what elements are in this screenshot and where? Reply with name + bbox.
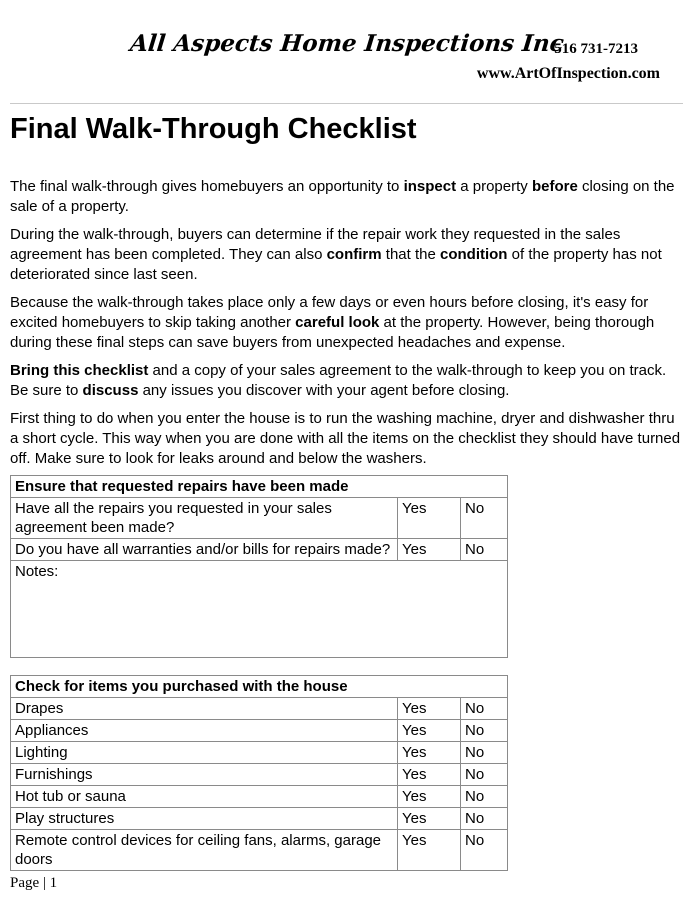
paragraph: The final walk-through gives homebuyers an opportunity to inspect a property before closing on the sale of a property. <box>10 178 675 215</box>
yes-cell: Yes <box>398 498 461 539</box>
question-cell: Remote control devices for ceiling fans, alarms, garage doors <box>11 830 398 871</box>
paragraph: Because the walk-through takes place only a few days or even hours before closing, it's easy for excited homebuyers to skip taking another careful look at the property. However, being thorough during these final steps can save buyers from unexpected headaches and expense. <box>10 294 655 351</box>
question-cell: Drapes <box>11 698 398 720</box>
checklist-row <box>11 786 508 808</box>
yes-cell: Yes <box>398 764 461 786</box>
phone-number: 516 731-7213 <box>554 41 638 57</box>
contact-info <box>477 41 660 83</box>
no-cell: No <box>461 539 508 561</box>
table-title-row <box>11 676 508 698</box>
checklist-row <box>11 764 508 786</box>
no-cell: No <box>461 698 508 720</box>
website-url: www.ArtOfInspection.com <box>476 65 660 82</box>
question-cell: Do you have all warranties and/or bills for repairs made? <box>11 539 398 561</box>
yes-cell: Yes <box>398 808 461 830</box>
no-cell: No <box>461 786 508 808</box>
page-title: Final Walk-Through Checklist <box>10 113 417 145</box>
yes-cell: Yes <box>398 830 461 871</box>
paragraph: Bring this checklist and a copy of your sales agreement to the walk-through to keep you on track. Be sure to discuss any issues you discover with your agent before closing. <box>10 362 667 399</box>
purchased-items-table <box>10 675 508 871</box>
paragraph: During the walk-through, buyers can determine if the repair work they requested in the sales agreement has been completed. They can also confirm that the condition of the property has not deteriorated since last seen. <box>10 226 662 283</box>
header-divider <box>10 103 683 104</box>
no-cell: No <box>461 742 508 764</box>
letterhead <box>0 0 693 103</box>
table-title-row <box>11 476 508 498</box>
yes-cell: Yes <box>398 698 461 720</box>
question-cell: Hot tub or sauna <box>11 786 398 808</box>
yes-cell: Yes <box>398 742 461 764</box>
checklist-row <box>11 498 508 539</box>
no-cell: No <box>461 808 508 830</box>
question-cell: Furnishings <box>11 764 398 786</box>
question-cell: Appliances <box>11 720 398 742</box>
checklist-row <box>11 830 508 871</box>
checklist-row <box>11 539 508 561</box>
no-cell: No <box>461 764 508 786</box>
no-cell: No <box>461 720 508 742</box>
checklist-row <box>11 808 508 830</box>
notes-cell: Notes: <box>11 561 508 658</box>
table-section-title: Ensure that requested repairs have been made <box>11 476 508 498</box>
yes-cell: Yes <box>398 720 461 742</box>
checklist-row <box>11 742 508 764</box>
paragraph: First thing to do when you enter the house is to run the washing machine, dryer and dishwasher thru a short cycle. This way when you are done with all the items on the checklist they should have turned off. Make sure to look for leaks around and below the washers. <box>10 410 681 467</box>
question-cell: Have all the repairs you requested in your sales agreement been made? <box>11 498 398 539</box>
checklist-row <box>11 720 508 742</box>
repairs-table <box>10 475 508 658</box>
checklist-row <box>11 698 508 720</box>
yes-cell: Yes <box>398 786 461 808</box>
yes-cell: Yes <box>398 539 461 561</box>
page-footer: Page | 1 <box>10 875 58 891</box>
company-logo: All Aspects Home Inspections Inc <box>128 30 565 57</box>
no-cell: No <box>461 830 508 871</box>
notes-row <box>11 561 508 658</box>
question-cell: Play structures <box>11 808 398 830</box>
intro-paragraphs <box>10 177 683 469</box>
question-cell: Lighting <box>11 742 398 764</box>
no-cell: No <box>461 498 508 539</box>
table-section-title: Check for items you purchased with the house <box>11 676 508 698</box>
